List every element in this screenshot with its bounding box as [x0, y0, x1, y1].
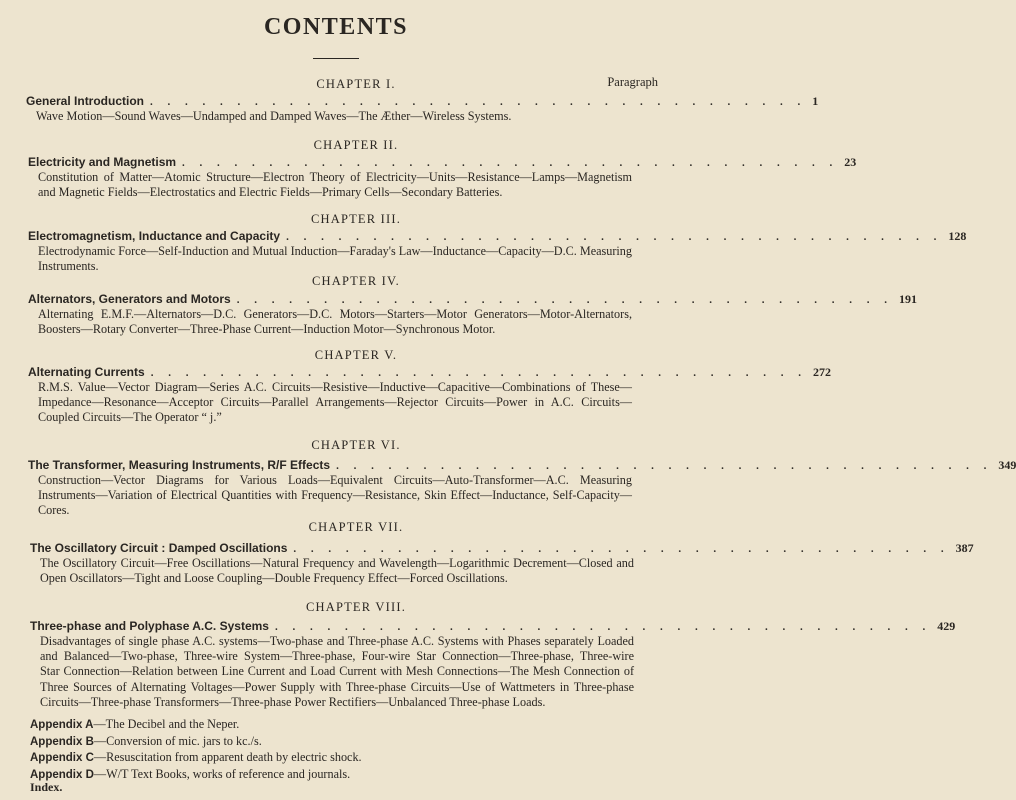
dot-leader: . . . . . . . . . . . . . . . . . . . . . . . . . . . . . . . . . . . . . . [274, 621, 932, 633]
chapter-heading: CHAPTER VI. [311, 438, 401, 452]
appendix-label: Appendix D [30, 768, 94, 781]
chapter-heading: CHAPTER I. [316, 77, 396, 91]
appendix-text: —Conversion of mic. jars to kc./s. [93, 733, 262, 748]
chapter-description: Disadvantages of single phase A.C. systems—Two-phase and Three-phase A.C. Systems with Phases separately Loaded and Balanced—Two-phase, Three-wire System—Three-phase, Four-wire Star Connection—Three-phase, Three-wire Star Connection—Relation between Line Current and Load Current with Mesh Connections—The Mesh Connection of Three Sources of Alternating Voltages—Power Supply with Three-phase Circuits—Use of Wattmeters in Three-phase Circuits—Three-phase Transformers—Three-phase Power Rectifiers—Unbalanced Three-phase Loads. [40, 634, 634, 709]
chapter-description: Electrodynamic Force—Self-Induction and Mutual Induction—Faraday's Law—Inductance—Capacity—D.C. Measuring Instruments. [38, 244, 632, 274]
paragraph-number: 23 [844, 155, 857, 169]
chapter-description: The Oscillatory Circuit—Free Oscillations—Natural Frequency and Wavelength—Logarithmic Decrement—Closed and Open Oscillators—Tight and Loose Coupling—Double Frequency Effect—Forced Oscillations. [40, 556, 634, 586]
appendix-text: —Resuscitation from apparent death by electric shock. [93, 750, 362, 764]
appendix-item [30, 750, 630, 767]
chapter-description: Constitution of Matter—Atomic Structure—Electron Theory of Electricity—Units—Resistance—Lamps—Magnetism and Magnetic Fields—Electrostatics and Electric Fields—Primary Cells—Secondary Batteries. [38, 170, 632, 200]
appendix-list [30, 717, 630, 783]
chapter-heading: CHAPTER IV. [312, 274, 400, 288]
paragraph-number: 387 [955, 541, 974, 555]
chapter-description: Construction—Vector Diagrams for Various Loads—Equivalent Circuits—Auto-Transformer—A.C. Measuring Instruments—Variation of Electrical Quantities with Frequency—Resistance, Skin Effect—Inductance, Self-Capacity—Cores. [38, 473, 632, 518]
appendix-text: —W/T Text Books, works of reference and journals. [93, 766, 351, 781]
page-title: CONTENTS [263, 14, 409, 40]
dot-leader: . . . . . . . . . . . . . . . . . . . . . . . . . . . . . . . . . . . . . . [236, 294, 893, 306]
appendix-item [30, 717, 630, 734]
appendix-label: Appendix B [30, 735, 94, 748]
chapter-title: Electricity and Magnetism [28, 155, 177, 169]
chapter-entry [28, 155, 857, 200]
chapter-description: Alternating E.M.F.—Alternators—D.C. Generators—D.C. Motors—Starters—Motor Generators—Motor-Alternators, Boosters—Rotary Converter—Three-Phase Current—Induction Motor—Synchronous Motor. [38, 307, 632, 337]
chapter-entry [28, 458, 1016, 519]
paragraph-number: 349 [998, 458, 1016, 472]
appendix-label: Appendix A [30, 719, 94, 731]
chapter-title: Alternating Currents [28, 365, 145, 379]
chapter-title: The Oscillatory Circuit : Damped Oscillations [30, 541, 288, 555]
index-entry: Index. [30, 780, 63, 794]
dot-leader: . . . . . . . . . . . . . . . . . . . . . . . . . . . . . . . . . . . . . . [182, 157, 839, 169]
appendix-item [30, 767, 630, 784]
chapter-entry [28, 365, 831, 426]
chapter-description: Wave Motion—Sound Waves—Undamped and Damped Waves—The Æther—Wireless Systems. [36, 109, 512, 123]
dot-leader: . . . . . . . . . . . . . . . . . . . . . . . . . . . . . . . . . . . . . . [293, 543, 950, 555]
dot-leader: . . . . . . . . . . . . . . . . . . . . . . . . . . . . . . . . . . . . . . [150, 96, 807, 108]
chapter-title: Three-phase and Polyphase A.C. Systems [30, 619, 269, 633]
chapter-entry [28, 229, 967, 274]
paragraph-number: 272 [812, 365, 831, 379]
chapter-heading: CHAPTER VII. [308, 520, 404, 534]
title-rule [313, 58, 359, 59]
paragraph-number: 191 [898, 292, 917, 306]
appendix-text: —The Decibel and the Neper. [93, 717, 240, 731]
chapter-title: The Transformer, Measuring Instruments, R/F Effects [28, 458, 331, 472]
chapter-heading: CHAPTER III. [310, 212, 402, 226]
chapter-entry [26, 94, 819, 124]
chapter-entry [28, 292, 917, 337]
appendix-label: Appendix C [30, 752, 94, 764]
chapter-title: Electromagnetism, Inductance and Capacity [28, 229, 281, 243]
chapter-heading: CHAPTER VIII. [305, 600, 407, 614]
dot-leader: . . . . . . . . . . . . . . . . . . . . . . . . . . . . . . . . . . . . . . [336, 460, 993, 472]
paragraph-number: 429 [937, 619, 956, 633]
chapter-title: General Introduction [26, 94, 145, 108]
paragraph-number: 1 [812, 94, 819, 108]
chapter-heading: CHAPTER II. [313, 138, 399, 152]
chapter-entry [30, 541, 974, 586]
chapter-description: R.M.S. Value—Vector Diagram—Series A.C. Circuits—Resistive—Inductive—Capacitive—Combinations of These—Impedance—Resonance—Acceptor Circuits—Parallel Arrangements—Rejector Circuits—Power in A.C. Circuits—Coupled Circuits—The Operator “ j.” [38, 380, 632, 425]
dot-leader: . . . . . . . . . . . . . . . . . . . . . . . . . . . . . . . . . . . . . . [286, 231, 943, 243]
dot-leader: . . . . . . . . . . . . . . . . . . . . . . . . . . . . . . . . . . . . . . [150, 367, 807, 379]
paragraph-number: 128 [948, 229, 967, 243]
appendix-item [30, 734, 630, 751]
chapter-heading: CHAPTER V. [314, 348, 398, 362]
paragraph-column-header: Paragraph [607, 75, 658, 89]
chapter-title: Alternators, Generators and Motors [28, 292, 231, 306]
chapter-entry [30, 619, 956, 710]
